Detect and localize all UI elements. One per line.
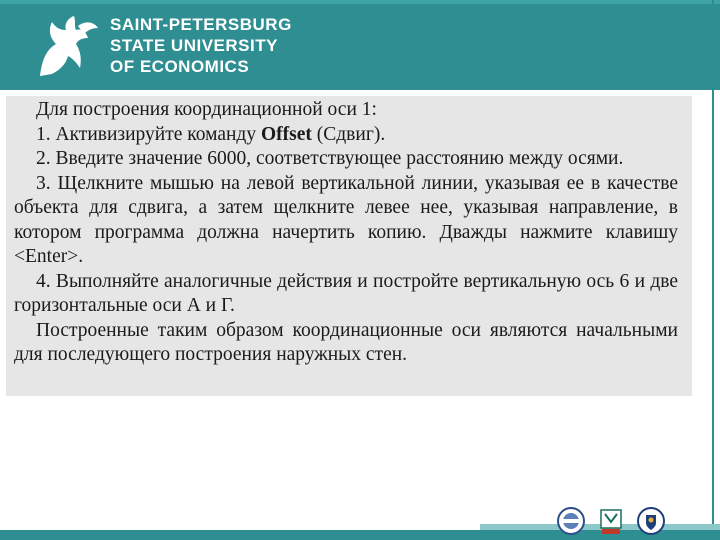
university-name	[110, 14, 292, 77]
right-border-rule	[712, 0, 714, 540]
globe-emblem-icon	[556, 506, 586, 536]
step-1-suffix: (Сдвиг).	[311, 123, 386, 145]
intro-line: Для построения координационной оси 1:	[36, 99, 377, 120]
finec-emblem-icon	[598, 506, 624, 536]
header-top-line	[0, 0, 720, 4]
header-banner	[0, 0, 720, 90]
university-name-line-3: OF ECONOMICS	[110, 57, 250, 76]
step-1-command: Offset	[260, 123, 312, 145]
step-1-prefix: 1. Активизируйте команду	[36, 123, 261, 145]
university-name-line-1: SAINT-PETERSBURG	[110, 15, 292, 34]
step-2: 2. Введите значение 6000, соответствующее расстоянию между осями.	[36, 148, 624, 169]
griffin-logo-icon	[30, 12, 102, 82]
step-3: 3. Щелкните мышью на левой вертикальной линии, указывая ее в качестве объекта для сдвига, а затем щелкните левее нее, указывая направление, в котором программа должна начертить копию. Дважды нажмите клавишу <Enter>.	[14, 172, 678, 267]
conclusion-paragraph: Построенные таким образом координационные оси являются начальными для последующего построения наружных стен.	[14, 319, 678, 365]
document-text	[14, 98, 678, 368]
step-4: 4. Выполняйте аналогичные действия и постройте вертикальную ось 6 и две горизонтальные оси А и Г.	[14, 270, 678, 316]
step-1	[14, 123, 678, 148]
university-name-line-2: STATE UNIVERSITY	[110, 36, 278, 55]
crest-emblem-icon	[636, 506, 666, 536]
